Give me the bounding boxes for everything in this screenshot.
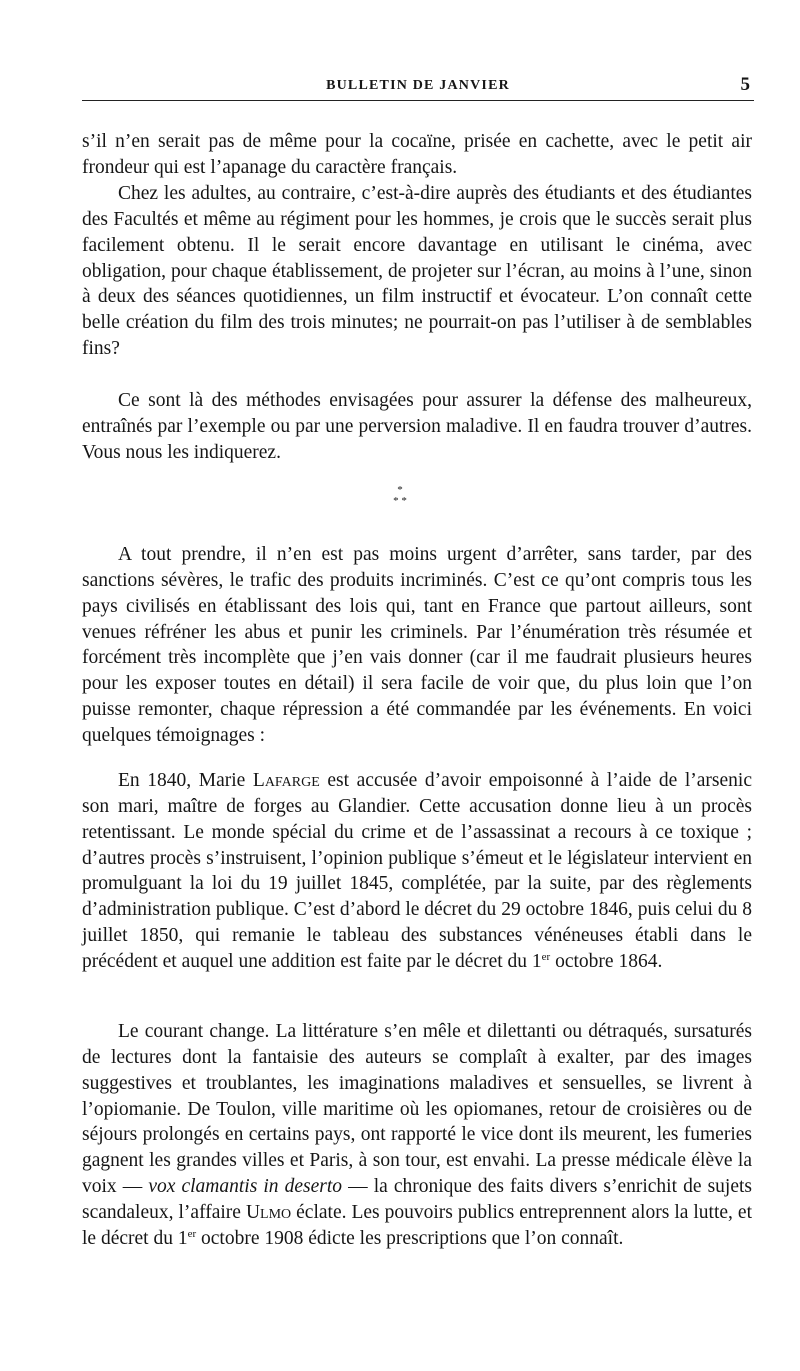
paragraph-methods: Ce sont là des méthodes envisagées pour assurer la défense des malheureux, entraînés par l’exemple ou par une perversion maladive. Il en faudra trouver d’autres. Vous nous les indiquerez. (82, 390, 752, 463)
p5-text-3: octobre 1864. (550, 950, 663, 972)
p6-text-3: éclate. Les pouvoirs publics entreprennent alors la lutte, et le décret du 1 (82, 1201, 752, 1249)
page-header (82, 76, 754, 101)
paragraph-opium (82, 1019, 752, 1252)
p5-text-1: En 1840, Marie (118, 770, 253, 791)
page-number: 5 (740, 74, 750, 95)
ordinal-superscript: er (541, 950, 551, 963)
running-title: BULLETIN DE JANVIER (326, 78, 510, 93)
asterism-top: * (397, 484, 403, 496)
p6-text-4: octobre 1908 édicte les prescriptions que l’on connaît. (196, 1227, 624, 1249)
p6-text-2: — la chronique des faits divers s’enrichit de sujets scandaleux, l’affaire (82, 1176, 752, 1223)
person-name-lafarge: Lafarge (252, 770, 320, 791)
paragraph-adults-cinema: Chez les adultes, au contraire, c’est-à-dire auprès des étudiants et des étudiantes des Facultés et même au régiment pour les hommes, je crois que le succès serait plus facilement obtenu. Il le serait encore davantage en utilisant le cinéma, avec obligation, pour chaque établissement, de projeter sur l’écran, au moins à l’une, sinon à deux des séances quotidiennes, un film instructif et évocateur. L’on connaît cette belle création du film des trois minutes; ne pourrait-on pas l’utiliser à de semblables fins? (82, 183, 752, 360)
section-asterism (370, 485, 430, 507)
p6-text-1: Le courant change. La littérature s’en mêle et dilettanti ou détraqués, sursaturés de lectures dont la fantaisie des auteurs se complaît à exalter, par des images suggestives et troublantes, les imaginations maladives et sensuelles, se livrent à l’opiomanie. De Toulon, ville maritime où les opiomanes, retour de croisières ou de séjours prolongés en certains pays, ont rapporté le vice dont ils meurent, les fumeries gagnent les grandes villes et Paris, à son tour, est envahi. La presse médicale élève la voix — (82, 1021, 752, 1198)
paragraph-continuation: s’il n’en serait pas de même pour la cocaïne, prisée en cachette, avec le petit air frondeur qui est l’apanage du caractère français. (82, 131, 752, 178)
p5-text-2: est accusée d’avoir empoisonné à l’aide de l’arsenic son mari, maître de forges au Glandier. Cette accusation donne lieu à un procès retentissant. Le monde spécial du crime et de l’assassinat a recours à ce toxique ; d’autres procès s’instruisent, l’opinion publique s’émeut et le législateur intervient en promulguant la loi du 19 juillet 1845, complétée, par la suite, par des règlements d’administration publique. C’est d’abord le décret du 29 octobre 1846, puis celui du 8 juillet 1850, qui remanie le tableau des substances vénéneuses établi dans le précédent et auquel une addition est faite par le décret du 1 (82, 770, 752, 972)
ordinal-superscript: er (187, 1227, 197, 1240)
paragraph-sanctions: A tout prendre, il n’en est pas moins urgent d’arrêter, sans tarder, par des sanctions sévères, le trafic des produits incriminés. C’est ce qu’ont compris tous les pays civilisés en établissant des lois qui, tant en France que partout ailleurs, sont venues réfréner les abus et punir les criminels. Par l’énumération très résumée et forcément très incomplète que j’en vais donner (car il me faudrait plusieurs heures pour les exposer toutes en détail) il sera facile de voir que, du plus loin que l’on puisse remonter, chaque répression a été commandée par les événements. En voici quelques témoignages : (82, 544, 752, 746)
paragraph-lafarge (82, 768, 752, 975)
asterism-bottom: * * (393, 495, 407, 507)
person-name-ulmo: Ulmo (245, 1201, 292, 1223)
latin-quote: vox clamantis in deserto (148, 1176, 343, 1198)
